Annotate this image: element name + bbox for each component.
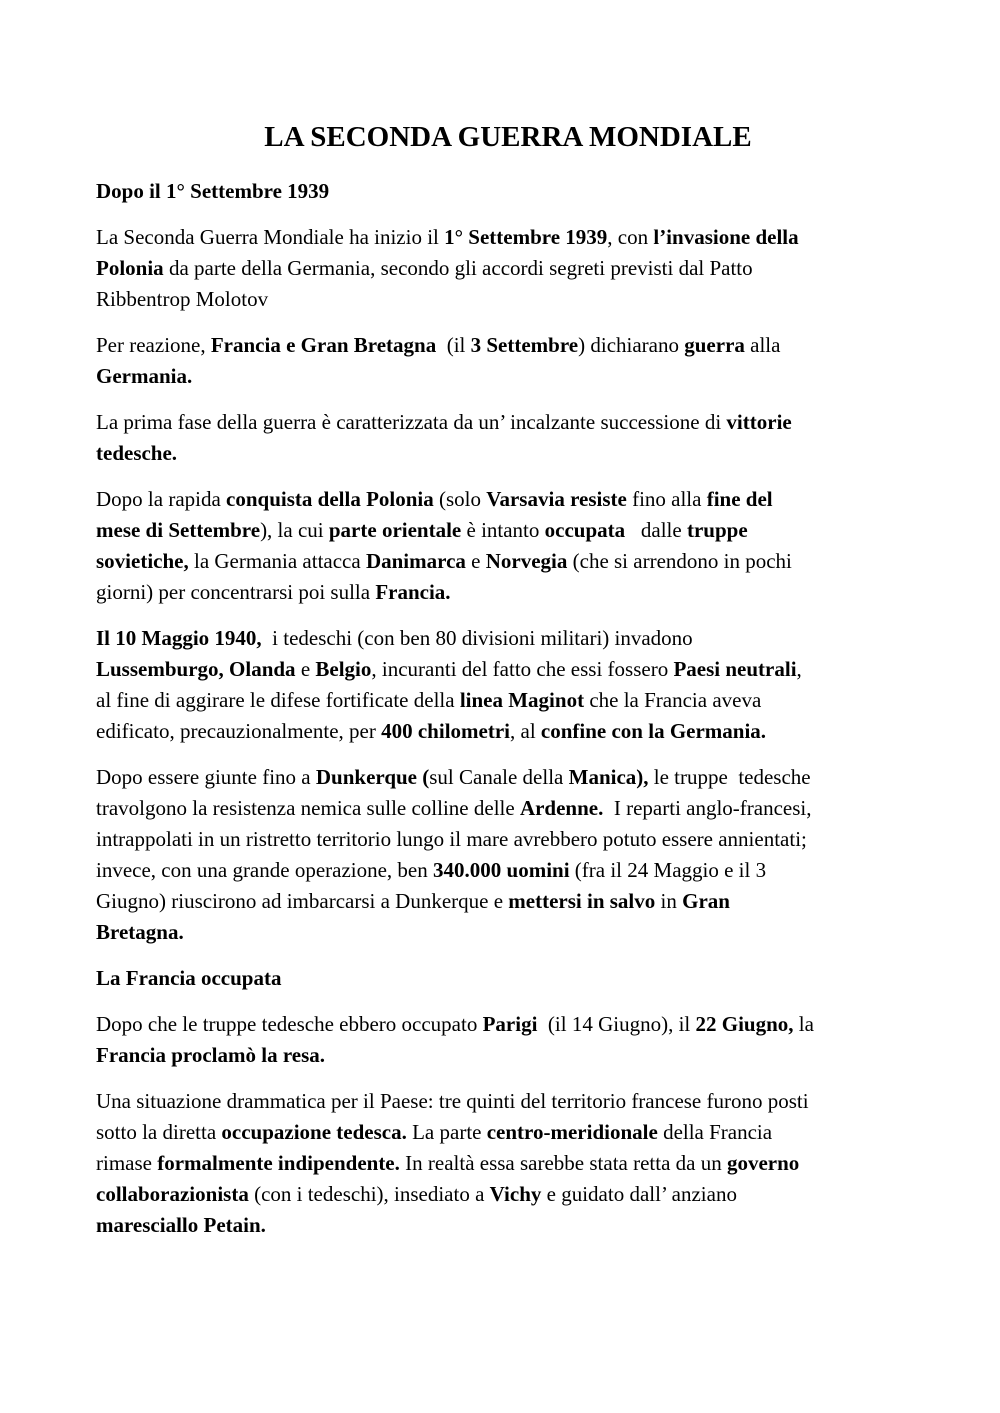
- paragraph: [96, 407, 908, 469]
- bold-text: Varsavia resiste: [486, 487, 627, 511]
- text-run: , con: [607, 225, 654, 249]
- text-run: dalle: [625, 518, 687, 542]
- text-run: (che si arrendono in pochi: [567, 549, 792, 573]
- text-run: la: [793, 1012, 814, 1036]
- bold-text: Germania.: [96, 364, 193, 388]
- bold-text: Norvegia: [485, 549, 568, 573]
- bold-text: sovietiche,: [96, 549, 189, 573]
- document-title: LA SECONDA GUERRA MONDIALE: [264, 121, 752, 153]
- bold-text: Polonia: [96, 256, 164, 280]
- bold-text: 3 Settembre: [470, 333, 579, 357]
- bold-text: maresciallo Petain.: [96, 1213, 266, 1237]
- bold-text: mettersi in salvo: [508, 889, 656, 913]
- text-run: La parte: [406, 1120, 487, 1144]
- text-run: rimase: [96, 1151, 158, 1175]
- bold-text: Dunkerque (: [315, 765, 430, 789]
- text-run: in: [655, 889, 683, 913]
- bold-text: Ardenne.: [519, 796, 604, 820]
- bold-text: mese di Settembre: [96, 518, 261, 542]
- bold-text: 22 Giugno,: [695, 1012, 794, 1036]
- text-run: fino alla: [626, 487, 707, 511]
- bold-text: linea Maginot: [459, 688, 585, 712]
- text-run: Giugno) riuscirono ad imbarcarsi a Dunkerque e: [96, 889, 509, 913]
- bold-text: 1° Settembre 1939: [444, 225, 608, 249]
- bold-text: conquista della Polonia: [226, 487, 434, 511]
- bold-text: occupazione tedesca.: [221, 1120, 407, 1144]
- text-run: che la Francia aveva: [584, 688, 762, 712]
- text-run: al fine di aggirare le difese fortificate della: [96, 688, 460, 712]
- bold-text: parte orientale: [328, 518, 462, 542]
- text-run: alla: [744, 333, 781, 357]
- text-run: la Germania attacca: [188, 549, 366, 573]
- text-run: (solo: [433, 487, 487, 511]
- text-run: le truppe tedesche: [648, 765, 811, 789]
- text-run: e: [465, 549, 486, 573]
- text-run: ), la cui: [260, 518, 329, 542]
- bold-text: vittorie: [726, 410, 792, 434]
- text-run: , al: [510, 719, 541, 743]
- text-run: (fra il 24 Maggio e il 3: [569, 858, 767, 882]
- text-run: ,: [796, 657, 802, 681]
- paragraph: [96, 762, 908, 948]
- bold-text: Bretagna.: [96, 920, 184, 944]
- text-run: Ribbentrop Molotov: [96, 287, 269, 311]
- paragraph: [96, 330, 908, 392]
- bold-text: confine con la Germania.: [540, 719, 767, 743]
- paragraph: [96, 222, 908, 315]
- bold-text: Il 10 Maggio 1940,: [96, 626, 262, 650]
- bold-text: governo: [726, 1151, 800, 1175]
- bold-text: Paesi neutrali: [673, 657, 797, 681]
- text-run: e: [295, 657, 316, 681]
- bold-text: Belgio: [315, 657, 372, 681]
- text-run: Dopo essere giunte fino a: [96, 765, 316, 789]
- text-run: ) dichiarano: [578, 333, 685, 357]
- text-run: della Francia: [657, 1120, 773, 1144]
- text-run: e guidato dall’ anziano: [541, 1182, 737, 1206]
- bold-text: guerra: [684, 333, 745, 357]
- text-run: La Seconda Guerra Mondiale ha inizio il: [96, 225, 445, 249]
- bold-text: Parigi: [482, 1012, 538, 1036]
- text-run: intrappolati in un ristretto territorio lungo il mare avrebbero potuto essere annientati;: [96, 827, 807, 851]
- bold-text: Manica),: [568, 765, 649, 789]
- document-page: [96, 115, 908, 1241]
- bold-text: collaborazionista: [96, 1182, 249, 1206]
- text-run: i tedeschi (con ben 80 divisioni militari) invadono: [261, 626, 693, 650]
- text-run: travolgono la resistenza nemica sulle colline delle: [96, 796, 520, 820]
- paragraph: [96, 484, 908, 608]
- section-heading: La Francia occupata: [96, 966, 282, 990]
- text-run: (il 14 Giugno), il: [537, 1012, 696, 1036]
- text-run: La prima fase della guerra è caratterizzata da un’ incalzante successione di: [96, 410, 727, 434]
- bold-text: occupata: [544, 518, 626, 542]
- bold-text: Gran: [682, 889, 730, 913]
- text-run: Una situazione drammatica per il Paese: tre quinti del territorio francese furono posti: [96, 1089, 809, 1113]
- bold-text: truppe: [686, 518, 748, 542]
- text-run: Dopo che le truppe tedesche ebbero occupato: [96, 1012, 483, 1036]
- bold-text: 340.000 uomini: [433, 858, 570, 882]
- text-run: I reparti anglo-francesi,: [603, 796, 812, 820]
- bold-text: fine del: [706, 487, 773, 511]
- text-run: Dopo la rapida: [96, 487, 227, 511]
- text-run: , incuranti del fatto che essi fossero: [371, 657, 674, 681]
- text-run: (il: [436, 333, 471, 357]
- text-run: giorni) per concentrarsi poi sulla: [96, 580, 376, 604]
- paragraph: [96, 623, 908, 747]
- bold-text: formalmente indipendente.: [157, 1151, 400, 1175]
- bold-text: Lussemburgo, Olanda: [96, 657, 296, 681]
- paragraph: [96, 1086, 908, 1241]
- paragraph: [96, 1009, 908, 1071]
- bold-text: l’invasione della: [653, 225, 799, 249]
- bold-text: Francia e Gran Bretagna: [210, 333, 437, 357]
- bold-text: 400 chilometri: [381, 719, 510, 743]
- bold-text: centro-meridionale: [486, 1120, 658, 1144]
- bold-text: Danimarca: [365, 549, 466, 573]
- text-run: (con i tedeschi), insediato a: [248, 1182, 490, 1206]
- text-run: da parte della Germania, secondo gli accordi segreti previsti dal Patto: [163, 256, 753, 280]
- section-heading: Dopo il 1° Settembre 1939: [96, 179, 330, 203]
- bold-text: Vichy: [489, 1182, 542, 1206]
- bold-text: tedesche.: [96, 441, 178, 465]
- text-run: In realtà essa sarebbe stata retta da un: [399, 1151, 727, 1175]
- text-run: edificato, precauzionalmente, per: [96, 719, 382, 743]
- text-run: sul Canale della: [429, 765, 569, 789]
- text-run: invece, con una grande operazione, ben: [96, 858, 434, 882]
- text-run: sotto la diretta: [96, 1120, 222, 1144]
- bold-text: Francia.: [375, 580, 451, 604]
- text-run: Per reazione,: [96, 333, 211, 357]
- text-run: è intanto: [461, 518, 545, 542]
- bold-text: Francia proclamò la resa.: [96, 1043, 326, 1067]
